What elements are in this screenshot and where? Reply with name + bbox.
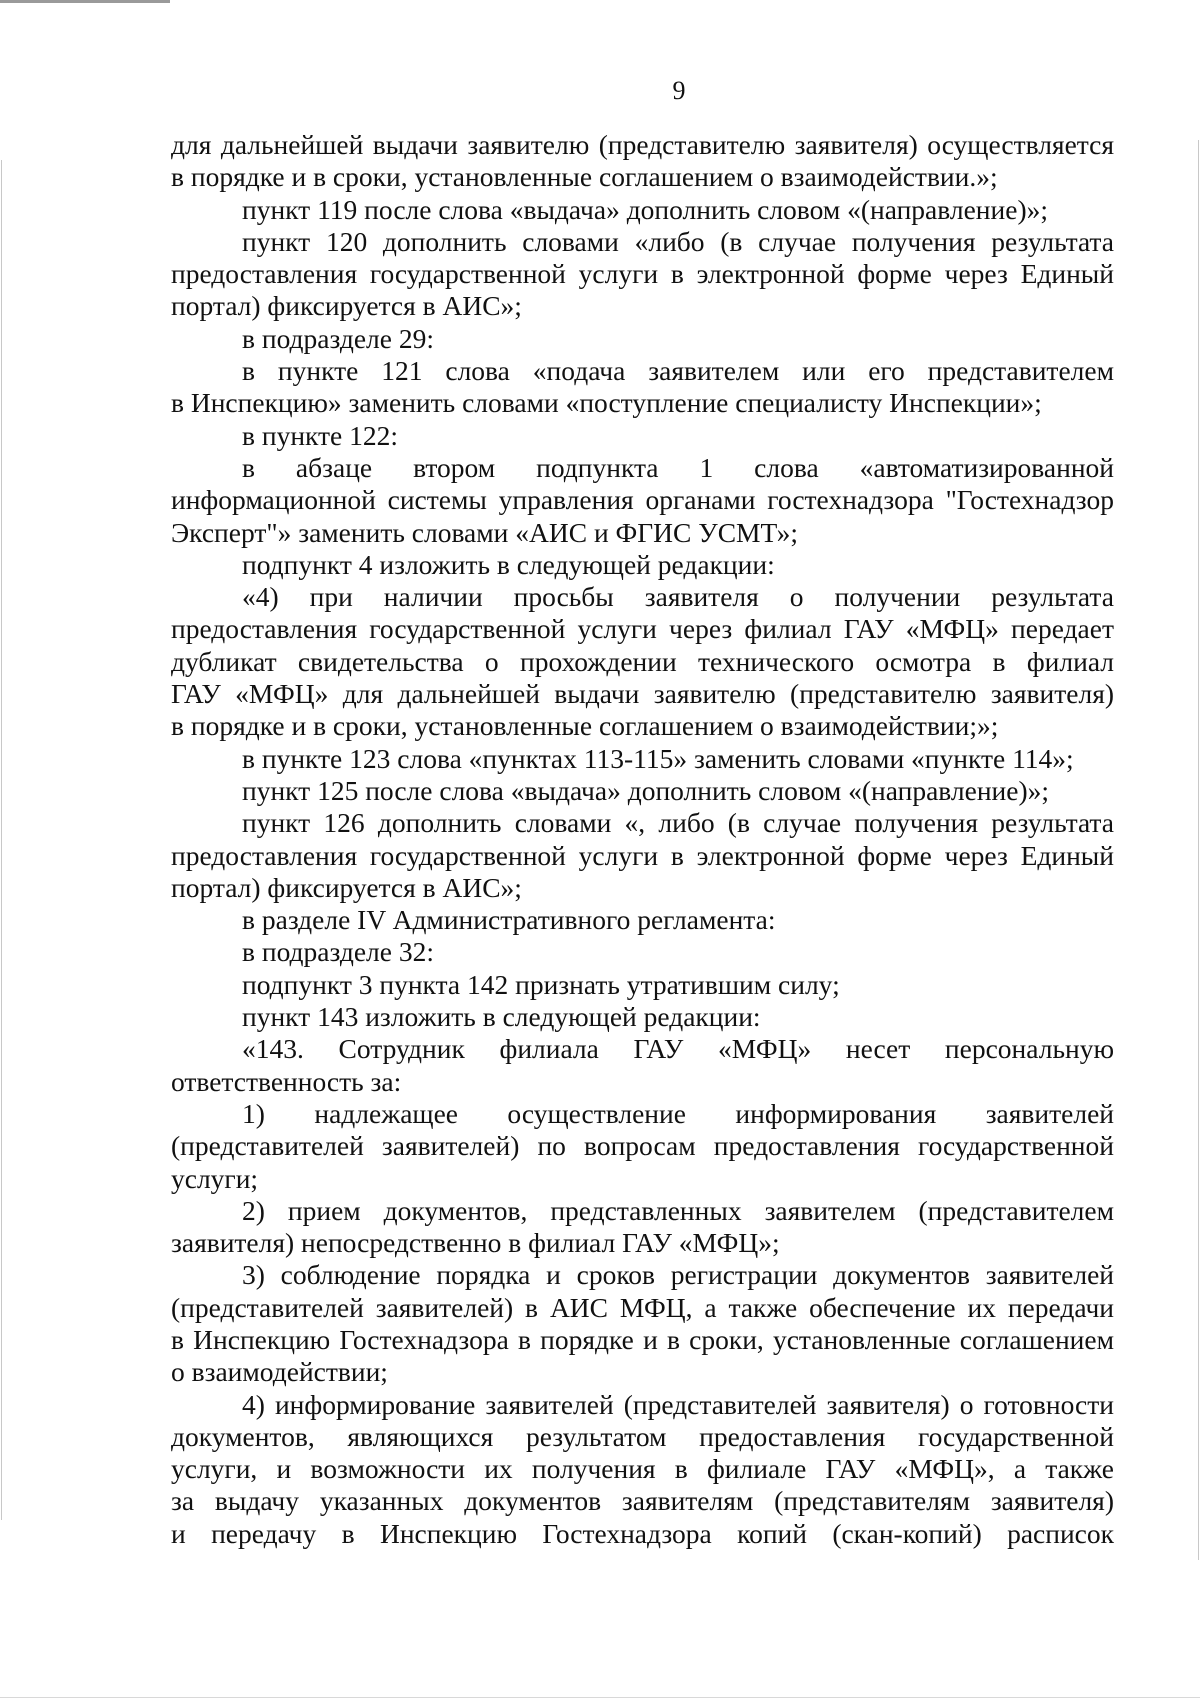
text-line: «143. Сотрудник филиала ГАУ «МФЦ» несет персональную (242, 1033, 1114, 1065)
text-line: пункт 119 после слова «выдача» дополнить словом «(направление)»; (242, 193, 1048, 225)
text-line: в подразделе 29: (242, 322, 434, 354)
text-line: ГАУ «МФЦ» для дальнейшей выдачи заявителю (представителю заявителя) (171, 678, 1114, 710)
text-line: предоставления государственной услуги в электронной форме через Единый (171, 258, 1114, 290)
text-line: услуги, и возможности их получения в филиале ГАУ «МФЦ», а также (171, 1453, 1114, 1485)
text-line: 3) соблюдение порядка и сроков регистрации документов заявителей (242, 1259, 1114, 1291)
text-line: портал) фиксируется в АИС»; (171, 871, 522, 903)
text-line: в порядке и в сроки, установленные соглашением о взаимодействии.»; (171, 161, 998, 193)
text-line: информационной системы управления органами гостехнадзора "Гостехнадзор (171, 484, 1114, 516)
text-line: в разделе IV Административного регламента: (242, 904, 776, 936)
text-line: в Инспекцию Гостехнадзора в порядке и в сроки, установленные соглашением (171, 1323, 1114, 1355)
scan-bottom-edge-line (0, 1697, 1200, 1698)
text-line: в абзаце втором подпункта 1 слова «автоматизированной (242, 451, 1114, 483)
text-line: и передачу в Инспекцию Гостехнадзора копий (скан-копий) расписок (171, 1517, 1114, 1549)
page-number: 9 (672, 76, 686, 105)
scan-top-edge-mark (0, 0, 170, 3)
text-line: заявителя) непосредственно в филиал ГАУ «МФЦ»; (171, 1227, 780, 1259)
text-line: предоставления государственной услуги через филиал ГАУ «МФЦ» передает (171, 613, 1114, 645)
text-line: в пункте 123 слова «пунктах 113-115» заменить словами «пункте 114»; (242, 742, 1074, 774)
text-line: о взаимодействии; (171, 1356, 388, 1388)
scan-left-edge-line (1, 160, 2, 1520)
text-line: в пункте 121 слова «подача заявителем или его представителем (242, 355, 1114, 387)
text-line: документов, являющихся результатом предоставления государственной (171, 1420, 1114, 1452)
text-line: 2) прием документов, представленных заявителем (представителем (242, 1194, 1114, 1226)
text-line: в порядке и в сроки, установленные соглашением о взаимодействии;»; (171, 710, 999, 742)
text-line: 1) надлежащее осуществление информирования заявителей (242, 1097, 1114, 1129)
text-line: ответственность за: (171, 1065, 402, 1097)
text-line: Эксперт"» заменить словами «АИС и ФГИС УСМТ»; (171, 516, 798, 548)
text-line: подпункт 3 пункта 142 признать утратившим силу; (242, 968, 840, 1000)
text-line: подпункт 4 изложить в следующей редакции: (242, 548, 775, 580)
text-line: пункт 120 дополнить словами «либо (в случае получения результата (242, 225, 1114, 257)
text-line: пункт 126 дополнить словами «, либо (в случае получения результата (242, 807, 1114, 839)
text-line: (представителей заявителей) в АИС МФЦ, а также обеспечение их передачи (171, 1291, 1114, 1323)
text-line: дубликат свидетельства о прохождении технического осмотра в филиал (171, 645, 1114, 677)
text-line: пункт 143 изложить в следующей редакции: (242, 1001, 761, 1033)
scan-right-edge-line (1198, 140, 1199, 1560)
text-line: 4) информирование заявителей (представителей заявителя) о готовности (242, 1388, 1114, 1420)
text-line: в пункте 122: (242, 419, 399, 451)
text-line: (представителей заявителей) по вопросам предоставления государственной (171, 1130, 1114, 1162)
text-line: для дальнейшей выдачи заявителю (представителю заявителя) осуществляется (171, 129, 1114, 160)
text-line: в Инспекцию» заменить словами «поступление специалисту Инспекции»; (171, 387, 1042, 419)
text-line: портал) фиксируется в АИС»; (171, 290, 522, 322)
text-line: пункт 125 после слова «выдача» дополнить словом «(направление)»; (242, 774, 1050, 806)
text-line: в подразделе 32: (242, 936, 434, 968)
text-line: предоставления государственной услуги в электронной форме через Единый (171, 839, 1114, 871)
text-line: за выдачу указанных документов заявителям (представителям заявителя) (171, 1485, 1114, 1517)
document-body (171, 129, 1114, 1550)
text-line: «4) при наличии просьбы заявителя о получении результата (242, 581, 1114, 613)
text-line: услуги; (171, 1162, 259, 1194)
